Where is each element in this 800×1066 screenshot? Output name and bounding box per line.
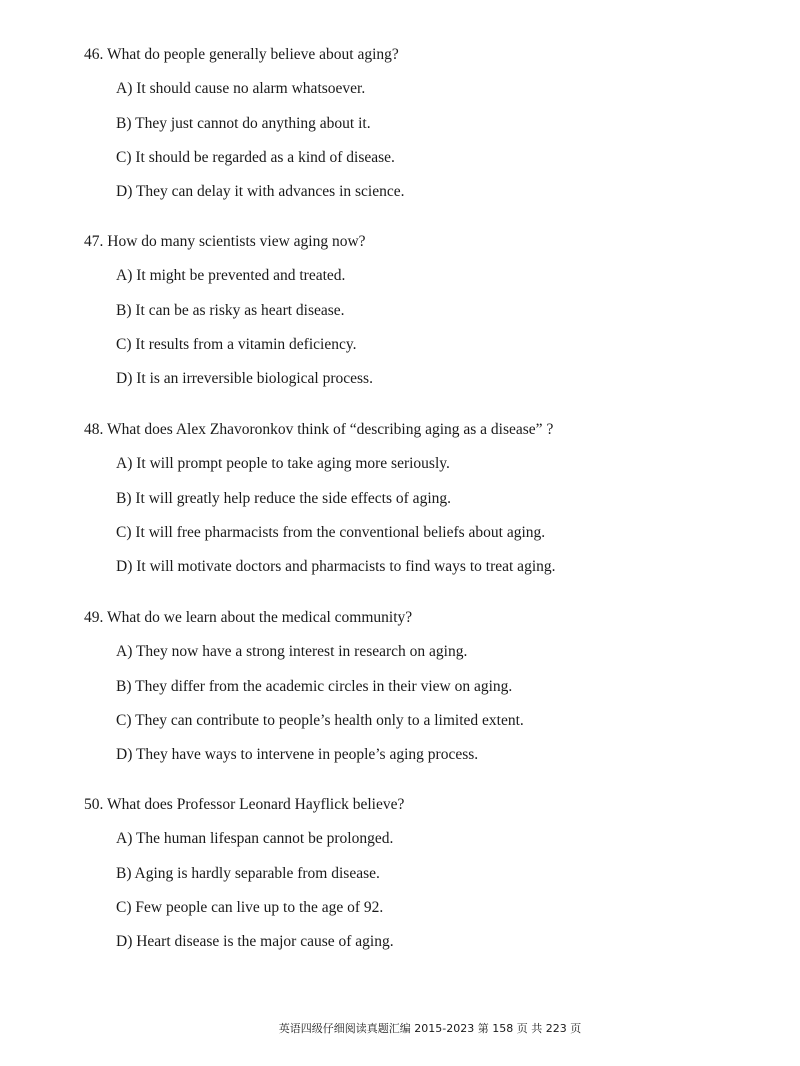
question-49 (84, 608, 774, 765)
option-d: D) They can delay it with advances in science. (116, 183, 405, 201)
question-48 (84, 420, 774, 577)
answer-options (84, 829, 774, 952)
question-stem: 48. What does Alex Zhavoronkov think of “describing aging as a disease” ? (84, 421, 554, 438)
option-c: C) They can contribute to people’s health only to a limited extent. (116, 711, 524, 729)
option-c: C) It will free pharmacists from the conventional beliefs about aging. (116, 523, 546, 541)
option-d: D) It will motivate doctors and pharmacists to find ways to treat aging. (116, 558, 556, 576)
question-stem: 49. What do we learn about the medical community? (84, 609, 413, 626)
option-a: A) It will prompt people to take aging more seriously. (116, 455, 450, 473)
question-stem: 47. How do many scientists view aging now? (84, 233, 366, 250)
answer-options (84, 79, 774, 202)
option-b: B) It will greatly help reduce the side effects of aging. (116, 489, 451, 507)
option-d: D) They have ways to intervene in people’s aging process. (116, 746, 479, 764)
question-stem: 50. What does Professor Leonard Hayflick believe? (84, 796, 405, 813)
question-46 (84, 45, 774, 202)
option-b: B) Aging is hardly separable from disease. (116, 864, 380, 882)
answer-options (84, 454, 774, 577)
option-c: C) It results from a vitamin deficiency. (116, 335, 357, 353)
answer-options (84, 266, 774, 389)
option-c: C) It should be regarded as a kind of disease. (116, 148, 395, 166)
option-a: A) It should cause no alarm whatsoever. (116, 80, 366, 98)
option-c: C) Few people can live up to the age of 92. (116, 898, 384, 916)
option-d: D) It is an irreversible biological process. (116, 370, 373, 388)
option-a: A) It might be prevented and treated. (116, 267, 346, 285)
option-a: A) The human lifespan cannot be prolonged. (116, 830, 394, 848)
option-b: B) They differ from the academic circles in their view on aging. (116, 677, 513, 695)
question-50 (84, 795, 774, 952)
option-b: B) They just cannot do anything about it. (116, 114, 371, 132)
page-footer: 英语四级仔细阅读真题汇编 2015-2023 第 158 页 共 223 页 (278, 1022, 582, 1035)
question-47 (84, 232, 774, 389)
answer-options (84, 642, 774, 765)
question-stem: 46. What do people generally believe about aging? (84, 46, 399, 63)
option-a: A) They now have a strong interest in research on aging. (116, 643, 468, 661)
option-d: D) Heart disease is the major cause of aging. (116, 933, 394, 951)
option-b: B) It can be as risky as heart disease. (116, 301, 345, 319)
